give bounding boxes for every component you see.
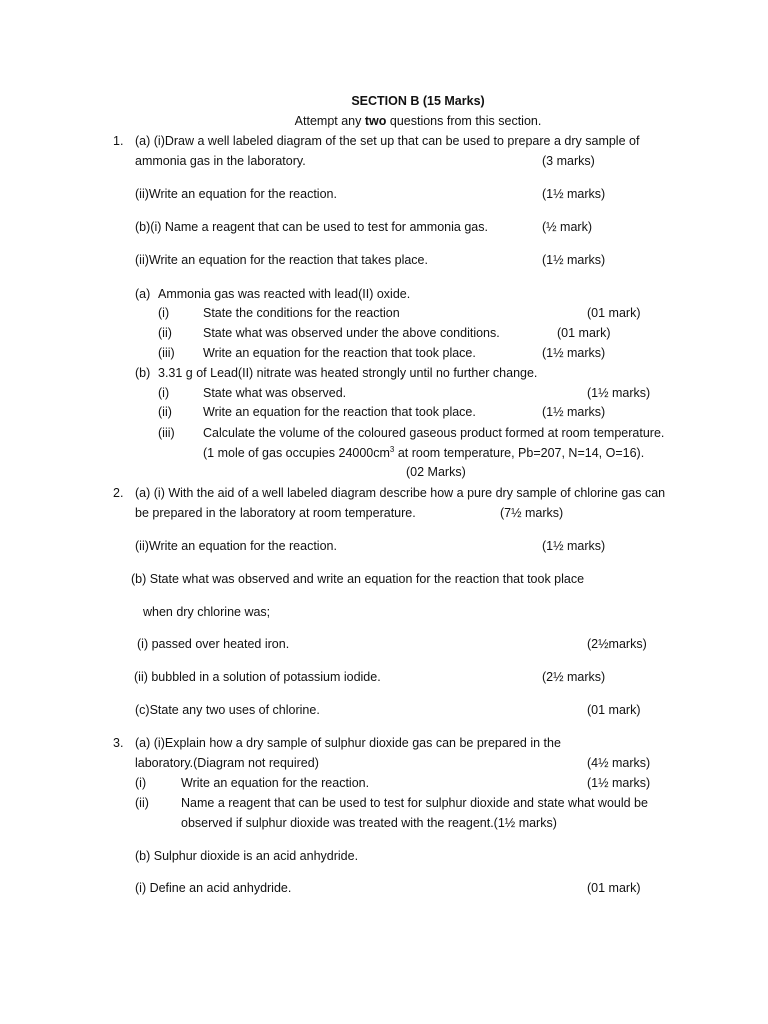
q3-i-text: Write an equation for the reaction.	[181, 776, 370, 790]
q2-a-line1: (a) (i) With the aid of a well labeled diagram describe how a pure dry sample of chlorine gas can	[135, 486, 666, 500]
q1-subb-marks: (02 Marks)	[406, 465, 466, 479]
q1-subb-text: 3.31 g of Lead(II) nitrate was heated strongly until no further change.	[158, 366, 538, 380]
q2-b-i: (i) passed over heated iron.	[137, 637, 290, 651]
q1-subb-note	[203, 445, 644, 461]
q3-b: (b) Sulphur dioxide is an acid anhydride.	[135, 849, 359, 863]
instruction-pre: Attempt any	[294, 114, 365, 128]
q2-c-marks: (01 mark)	[587, 703, 641, 717]
q1-suba-iii-text: Write an equation for the reaction that took place.	[203, 346, 476, 360]
note-sup: 3	[389, 444, 395, 454]
q1-suba-iii-num: (iii)	[158, 346, 175, 360]
q3-a-line2: laboratory.(Diagram not required)	[135, 756, 319, 770]
q1-suba-label: (a)	[135, 287, 151, 301]
q3-i-marks: (1½ marks)	[587, 776, 651, 790]
note-post: at room temperature, Pb=207, N=14, O=16).	[394, 446, 645, 460]
q1-suba-i-marks: (01 mark)	[587, 306, 641, 320]
q1-a-ii-marks: (1½ marks)	[542, 187, 606, 201]
instruction-post: questions from this section.	[386, 114, 542, 128]
q1-subb-iii-num: (iii)	[158, 426, 175, 440]
q2-b-ii-marks: (2½ marks)	[542, 670, 606, 684]
q1-number: 1.	[113, 134, 124, 148]
q2-a-ii-marks: (1½ marks)	[542, 539, 606, 553]
q2-b-line1: (b) State what was observed and write an equation for the reaction that took place	[131, 572, 585, 586]
q2-b-ii: (ii) bubbled in a solution of potassium iodide.	[134, 670, 381, 684]
q1-subb-i-marks: (1½ marks)	[587, 386, 651, 400]
q1-subb-ii-text: Write an equation for the reaction that took place.	[203, 405, 476, 419]
q3-a-line1: (a) (i)Explain how a dry sample of sulphur dioxide gas can be prepared in the	[135, 736, 561, 750]
q1-subb-ii-num: (ii)	[158, 405, 172, 419]
section-title: SECTION B (15 Marks)	[351, 94, 485, 108]
note-pre: (1 mole of gas occupies 24000cm	[203, 446, 390, 460]
q1-subb-ii-marks: (1½ marks)	[542, 405, 606, 419]
q3-ii-num: (ii)	[135, 796, 149, 810]
q3-i-num: (i)	[135, 776, 147, 790]
q1-suba-i-num: (i)	[158, 306, 170, 320]
q1-a-ii: (ii)Write an equation for the reaction.	[135, 187, 337, 201]
q3-ii-line2: observed if sulphur dioxide was treated with the reagent.(1½ marks)	[181, 816, 557, 830]
section-instruction	[295, 113, 542, 129]
q1-b-i: (b)(i) Name a reagent that can be used to test for ammonia gas.	[135, 220, 488, 234]
q1-subb-label: (b)	[135, 366, 151, 380]
q1-subb-i-num: (i)	[158, 386, 170, 400]
instruction-bold: two	[364, 114, 387, 128]
q2-b-i-marks: (2½marks)	[587, 637, 647, 651]
q2-c: (c)State any two uses of chlorine.	[135, 703, 320, 717]
q1-suba-ii-num: (ii)	[158, 326, 172, 340]
q1-suba-iii-marks: (1½ marks)	[542, 346, 606, 360]
q3-b-i-marks: (01 mark)	[587, 881, 641, 895]
q2-number: 2.	[113, 486, 124, 500]
q3-ii-line1: Name a reagent that can be used to test for sulphur dioxide and state what would be	[181, 796, 648, 810]
q1-subb-i-text: State what was observed.	[203, 386, 347, 400]
q1-suba-i-text: State the conditions for the reaction	[203, 306, 400, 320]
q1-b-ii: (ii)Write an equation for the reaction that takes place.	[135, 253, 428, 267]
q1-suba-ii-marks: (01 mark)	[557, 326, 611, 340]
q2-b-line2: when dry chlorine was;	[143, 605, 271, 619]
q3-a-marks: (4½ marks)	[587, 756, 651, 770]
q2-a-line2: be prepared in the laboratory at room temperature.	[135, 506, 416, 520]
q1-a-line2: ammonia gas in the laboratory.	[135, 154, 306, 168]
q3-number: 3.	[113, 736, 124, 750]
q2-a-ii: (ii)Write an equation for the reaction.	[135, 539, 337, 553]
q1-subb-iii-text: Calculate the volume of the coloured gaseous product formed at room temperature.	[203, 426, 665, 440]
q1-suba-text: Ammonia gas was reacted with lead(II) oxide.	[158, 287, 411, 301]
q3-b-i: (i) Define an acid anhydride.	[135, 881, 292, 895]
q2-a-marks: (7½ marks)	[500, 506, 564, 520]
q1-b-ii-marks: (1½ marks)	[542, 253, 606, 267]
q1-a-line1: (a) (i)Draw a well labeled diagram of the set up that can be used to prepare a dry sample of	[135, 134, 640, 148]
q1-suba-ii-text: State what was observed under the above conditions.	[203, 326, 500, 340]
q1-a-marks: (3 marks)	[542, 154, 595, 168]
q1-b-i-marks: (½ mark)	[542, 220, 592, 234]
